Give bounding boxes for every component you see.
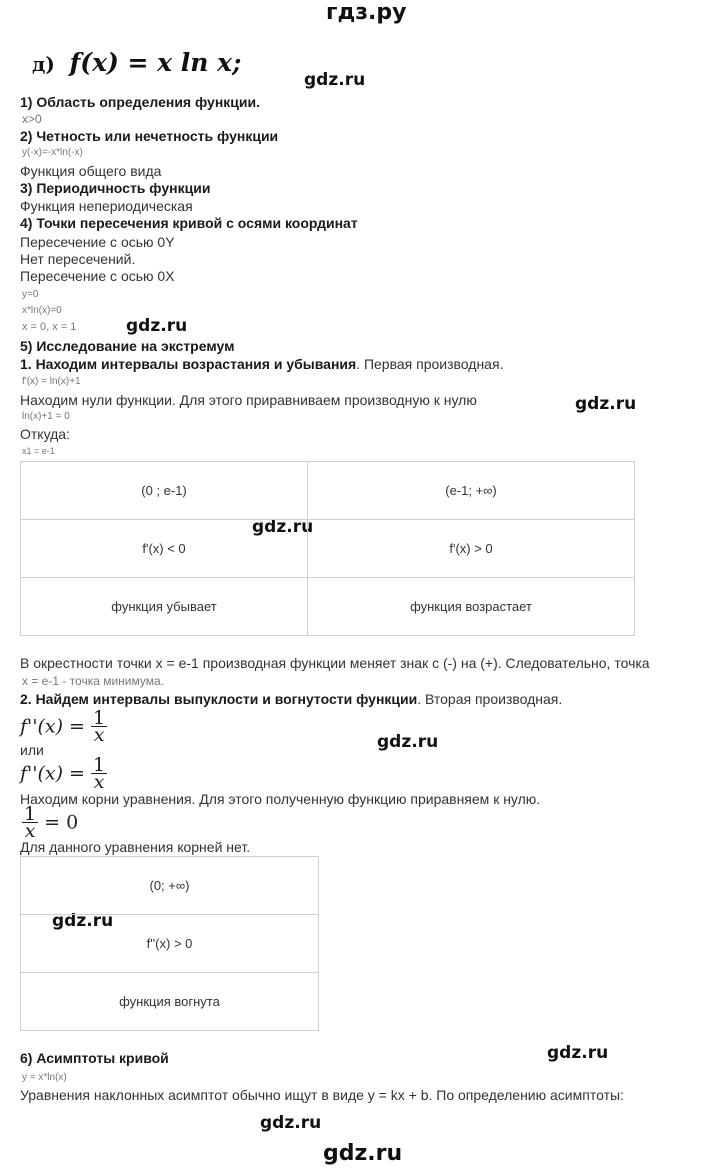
table-cell: функция возрастает (308, 578, 635, 636)
formula-root: x1 = e-1 (22, 446, 55, 456)
section-title: 2) Четность или нечетность функции (20, 128, 279, 144)
table-cell: (0; +∞) (21, 857, 319, 915)
watermark: gdz.ru (260, 1113, 322, 1133)
text-line: Функция общего вида (20, 163, 162, 179)
formula-derivative: f'(x) = ln(x)+1 (22, 376, 81, 387)
text-line: Откуда: (20, 426, 70, 442)
fraction-denominator: x (93, 771, 105, 793)
watermark-top: гдз.ру (326, 0, 407, 25)
table-cell: f''(x) > 0 (21, 915, 319, 973)
formula-second-derivative (20, 707, 107, 746)
formula-rhs: = 0 (44, 811, 79, 834)
subsection-rest: . Вторая производная. (417, 691, 563, 707)
formula-lhs: f''(x) = (20, 762, 85, 785)
subsection-title: 2. Найдем интервалы выпуклости и вогнутости функции (20, 691, 418, 707)
table-cell: функция убывает (21, 578, 308, 636)
formula-line: y = x*ln(x) (22, 1072, 67, 1083)
text-line: Пересечение с осью 0Y (20, 234, 175, 250)
text-line: или (20, 742, 44, 758)
text-line: Функция непериодическая (20, 198, 193, 214)
watermark: gdz.ru (52, 911, 114, 931)
section-title: 6) Асимптоты кривой (20, 1050, 169, 1066)
fraction-numerator: 1 (24, 803, 37, 825)
monotonicity-table (20, 461, 635, 636)
formula-zero-equation (22, 803, 79, 842)
fraction (91, 707, 107, 746)
section-title: 4) Точки пересечения кривой с осями координат (20, 215, 358, 231)
fraction (22, 803, 38, 842)
formula-equation: ln(x)+1 = 0 (22, 411, 70, 422)
watermark: gdz.ru (547, 1043, 609, 1063)
fraction-denominator: x (24, 820, 36, 842)
watermark: gdz.ru (252, 517, 314, 537)
section-title: 5) Исследование на экстремум (20, 338, 235, 354)
section-title: 3) Периодичность функции (20, 180, 211, 196)
subsection-line (20, 356, 503, 372)
watermark: gdz.ru (377, 732, 439, 752)
formula-line: x = 0, x = 1 (22, 321, 77, 333)
formula-parity: y(-x)=-x*ln(-x) (22, 147, 83, 158)
fraction-denominator: x (93, 724, 105, 746)
text-line: Для данного уравнения корней нет. (20, 839, 251, 855)
text-line: В окрестности точки x = e-1 производная функции меняет знак с (-) на (+). Следовательно, точка (20, 655, 650, 671)
subsection-rest: . Первая производная. (356, 356, 504, 372)
formula-lhs: f''(x) = (20, 715, 85, 738)
watermark: gdz.ru (126, 316, 188, 336)
text-line: Уравнения наклонных асимптот обычно ищут в виде y = kx + b. По определению асимптоты: (20, 1087, 624, 1103)
formula-domain: x>0 (22, 112, 42, 126)
text-line: Находим нули функции. Для этого приравниваем производную к нулю (20, 392, 477, 408)
formula-line: y=0 (22, 289, 39, 300)
problem-formula: f(x) = x ln x; (69, 48, 242, 77)
problem-header (32, 48, 241, 77)
fraction (91, 754, 107, 793)
section-title: 1) Область определения функции. (20, 94, 261, 110)
formula-second-derivative (20, 754, 107, 793)
problem-prefix: д) (32, 52, 55, 76)
convexity-table (20, 856, 319, 1031)
table-cell: f'(x) > 0 (308, 520, 635, 578)
text-line: Пересечение с осью 0X (20, 268, 175, 284)
formula-line: x*ln(x)=0 (22, 305, 62, 316)
subsection-line (20, 691, 562, 707)
subsection-title: 1. Находим интервалы возрастания и убывания (20, 356, 357, 372)
table-cell: (e-1; +∞) (308, 462, 635, 520)
watermark: gdz.ru (575, 394, 637, 414)
fraction-numerator: 1 (93, 754, 106, 776)
fraction-numerator: 1 (93, 707, 106, 729)
watermark: gdz.ru (304, 70, 366, 90)
watermark-bottom: gdz.ru (323, 1141, 403, 1166)
table-cell: (0 ; e-1) (21, 462, 308, 520)
table-cell: функция вогнута (21, 973, 319, 1031)
text-line: Находим корни уравнения. Для этого полученную функцию приравняем к нулю. (20, 791, 541, 807)
table-cell: f'(x) < 0 (21, 520, 308, 578)
text-line: Нет пересечений. (20, 251, 136, 267)
text-line: x = e-1 - точка минимума. (22, 674, 165, 688)
